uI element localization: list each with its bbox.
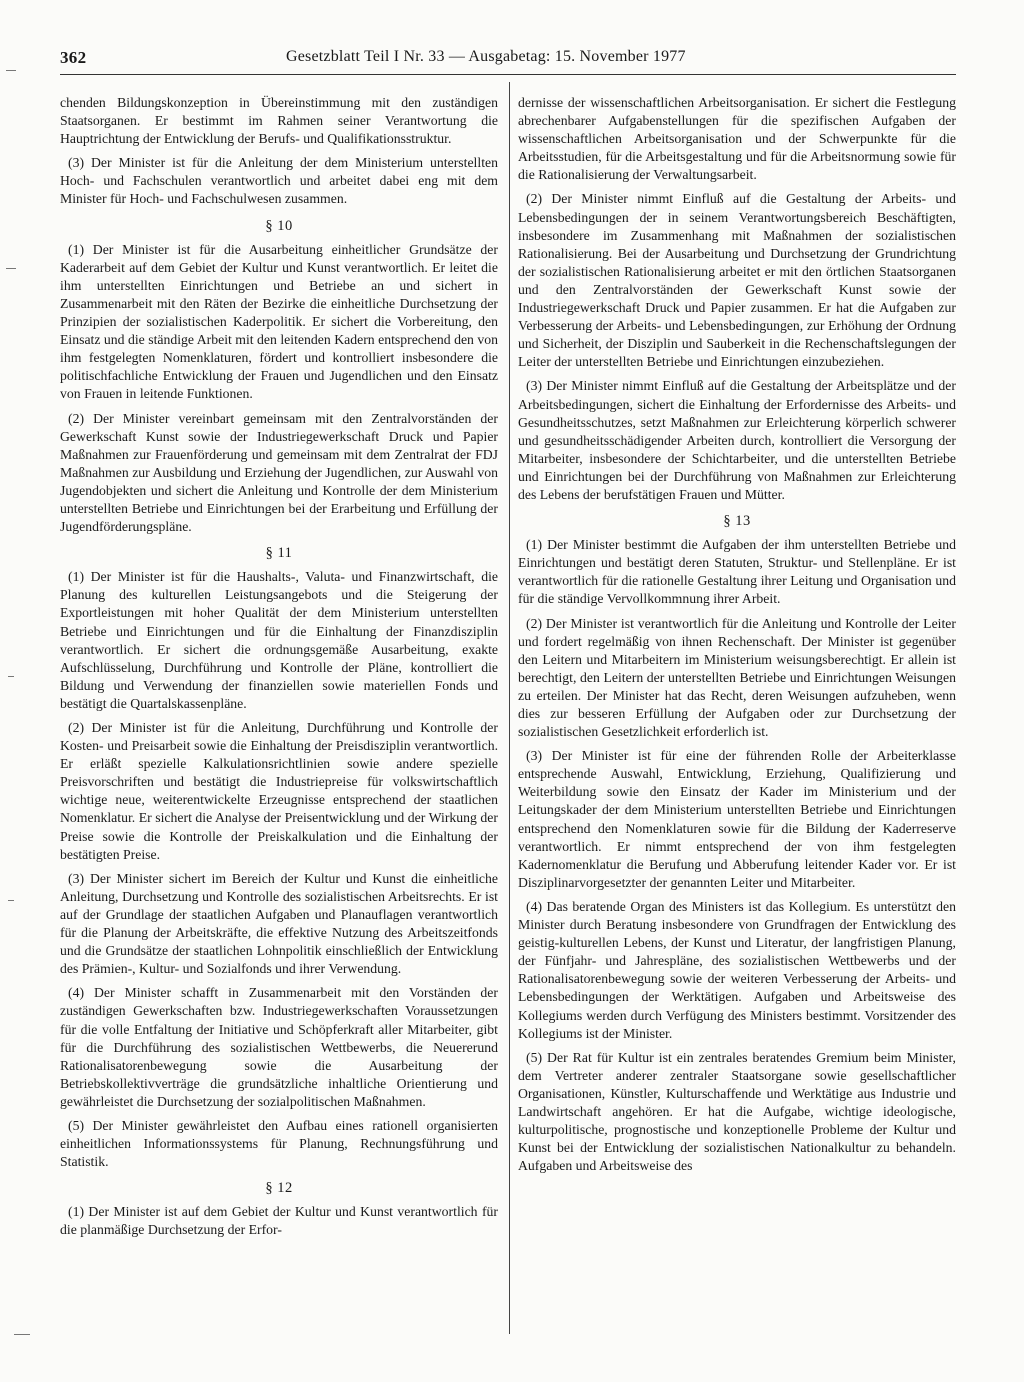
margin-mark [6, 70, 16, 71]
margin-mark [8, 676, 14, 677]
page-header [60, 48, 960, 72]
paragraph: (4) Der Minister schafft in Zusammenarbeit mit den Vorständen der zuständigen Gewerkschaften bzw. Industriegewerkschaften Voraussetzungen für die volle Entfaltung der Initiative und Schöpferkraft aller Mitarbeiter, gibt für die Durchführung des sozialistischen Wettbewerbs, die Neuererund Rationalisatorenbewegung sowie die Ausarbeitung der Betriebskollektivverträge die grundsätzliche inhaltliche Orientierung und gewährleistet die Durchsetzung der sozialpolitischen Maßnahmen. [60, 985, 498, 1109]
paragraph: (3) Der Minister nimmt Einfluß auf die Gestaltung der Arbeitsplätze und der Arbeitsbedingungen, sichert die Einhaltung der Erfordernisse des Arbeits- und Gesundheitsschutzes, setzt Maßnahmen zur Erleichterung körperlich schwerer und gesundheitsschädigender Arbeiten durch, kontrolliert die Versorgung der Mitarbeiter, insbesondere der Schichtarbeiter, und die unterstellten Betriebe und Einrichtungen bei der Durchführung von Maßnahmen zur Erleichterung des Lebens der berufstätigen Frauen und Mütter. [518, 378, 956, 502]
running-head: Gesetzblatt Teil I Nr. 33 — Ausgabetag: 15. November 1977 [286, 48, 686, 65]
header-rule [60, 74, 956, 75]
paragraph: (2) Der Minister nimmt Einfluß auf die Gestaltung der Arbeits- und Lebensbedingungen der in seinem Verantwortungsbereich Beschäftigten, insbesondere im Zusammenhang mit Maßnahmen der sozialistischen Rationalisierung. Bei der Ausarbeitung und Durchsetzung der Grundrichtung der sozialistischen Rationalisierung arbeitet er mit den örtlichen Staatsorganen und den Zentralvorständen der Gewerkschaft Kunst sowie der Industriegewerkschaft Druck und Papier zusammen. Er hat die Aufgaben zur Verbesserung der Arbeits- und Lebensbedingungen, zur Erhöhung der Ordnung und Sicherheit, der Disziplin und Sauberkeit in die Rechenschaftslegungen der Leiter der unterstellten Betriebe und Einrichtungen einzubeziehen. [518, 191, 956, 370]
paragraph: (3) Der Minister sichert im Bereich der Kultur und Kunst die einheitliche Anleitung, Durchsetzung und Kontrolle des sozialistischen Arbeitsrechts. Er ist auf der Grundlage der staatlichen Aufgaben und Planauflagen verantwortlich für die Planung der Arbeitskräfte, die effektive Nutzung des Arbeitszeitfonds und die Grundsätze der staatlichen Lohnpolitik einschließlich der Entwicklung des Prämien-, Kultur- und Sozialfonds und ihrer Verwendung. [60, 870, 498, 977]
section-heading: § 12 [265, 1180, 293, 1197]
paragraph: (3) Der Minister ist für eine der führenden Rolle der Arbeiterklasse entsprechende Auswahl, Entwicklung, Erziehung, Qualifizierung und Weiterbildung sowie den Einsatz der Kader im Ministerium und der Leitungskader der dem Ministerium unterstellten Betriebe und Einrichtungen entsprechend den Nomenklaturen sowie für die Bildung der Kaderreserve verantwortlich. Er nimmt entsprechend der von ihm festgelegten Kadernomenklatur die Berufung und Abberufung leitender Kader vor. Er ist Disziplinarvorgesetzter der genannten Leiter und Mitarbeiter. [518, 748, 956, 890]
paragraph: (3) Der Minister ist für die Anleitung der dem Ministerium unterstellten Hoch- und Fachschulen verantwortlich und arbeitet dabei eng mit dem Minister für Hoch- und Fachschulwesen zusammen. [60, 155, 498, 207]
margin-mark [6, 268, 16, 269]
section-heading: § 13 [723, 513, 751, 530]
paragraph: (5) Der Minister gewährleistet den Aufbau eines rationell organisierten einheitlichen Informationssystems für Planung, Rechnungsführung und Statistik. [60, 1117, 498, 1170]
left-column [60, 94, 498, 1246]
page-number: 362 [60, 48, 87, 67]
paragraph: (5) Der Rat für Kultur ist ein zentrales beratendes Gremium beim Minister, dem Vertreter anderer zentraler Staatsorgane sowie gesellschaftlicher Organisationen, Künstler, Kulturschaffende und Werktätige aus Industrie und Landwirtschaft angehören. Er hat die Aufgabe, wichtige ideologische, kulturpolitische, prognostische und konzeptionelle Probleme der Kultur und Kunst bei der Entwicklung der sozialistischen Nationalkultur zu behandeln. Aufgaben und Arbeitsweise des [518, 1049, 956, 1174]
right-column [518, 94, 956, 1181]
paragraph: (1) Der Minister ist auf dem Gebiet der Kultur und Kunst verantwortlich für die planmäßige Durchsetzung der Erfor- [60, 1204, 498, 1238]
paragraph: (2) Der Minister ist verantwortlich für die Anleitung und Kontrolle der Leiter und fordert regelmäßig von ihnen Rechenschaft. Der Minister ist gegenüber den Leitern und Mitarbeitern im Ministerium weisungsberechtigt. Er allein ist berechtigt, den Leitern der unterstellten Betriebe und Einrichtungen Weisungen zu erteilen. Der Minister hat das Recht, deren Weisungen aufzuheben, wenn dies zur besseren Erfüllung der Aufgaben oder zur Durchsetzung der sozialistischen Gesetzlichkeit erforderlich ist. [518, 615, 956, 740]
paragraph: (2) Der Minister vereinbart gemeinsam mit den Zentralvorständen der Gewerkschaft Kunst sowie der Industriegewerkschaft Druck und Papier Maßnahmen zur Frauenförderung und gemeinsam mit dem Zentralrat der FDJ Maßnahmen zur Ausbildung und Erziehung der Jugendlichen, zur Auswahl von Jugendobjekten und sichert die Anleitung und Kontrolle der dem Ministerium unterstellten Betriebe und Einrichtungen bei der Erarbeitung und Erfüllung der Jugendförderungspläne. [60, 410, 498, 535]
paragraph-continuation: chenden Bildungskonzeption in Übereinstimmung mit den zuständigen Staatsorganen. Er bestimmt im Rahmen seiner Verantwortung die Hauptrichtung der Entwicklung der Berufs- und Qualifikationsstruktur. [60, 95, 498, 147]
paragraph: (1) Der Minister ist für die Haushalts-, Valuta- und Finanzwirtschaft, die Planung des kulturellen Leistungsangebots und die Steigerung der Exportleistungen mit hoher Qualität der dem Ministerium unterstellten Betriebe und Einrichtungen und für die Einhaltung der Finanzdisziplin verantwortlich. Er sichert die ordnungsgemäße Ausarbeitung, exakte Aufschlüsselung, Durchführung und Kontrolle der Pläne, kontrolliert die Bildung und Verwendung der finanziellen sowie materiellen Fonds und bestätigt die Quartalskassenpläne. [60, 569, 498, 711]
section-heading: § 11 [265, 545, 293, 562]
paragraph: (2) Der Minister ist für die Anleitung, Durchführung und Kontrolle der Kosten- und Preisarbeit sowie die Einhaltung der Preisdisziplin verantwortlich. Er erläßt spezielle Kalkulationsrichtlinien sowie andere spezielle Preisvorschriften und bestätigt die Industriepreise für volkswirtschaftlich wichtige neue, weiterentwickelte Erzeugnisse entsprechend der staatlichen Nomenklatur. Er sichert die Analyse der Preisentwicklung und der Wirkung der Preise sowie die Kontrolle der Preiskalkulation und die Einhaltung der bestätigten Preise. [60, 720, 498, 862]
paragraph: (1) Der Minister ist für die Ausarbeitung einheitlicher Grundsätze der Kaderarbeit auf dem Gebiet der Kultur und Kunst verantwortlich. Er leitet die ihm unterstellten Einrichtungen und Betriebe an und sichert in Zusammenarbeit mit den Räten der Bezirke die einheitliche Durchsetzung der Prinzipien der sozialistischen Kaderpolitik. Er sichert die Vorbereitung, den Einsatz und die ständige Arbeit mit den leitenden Kadern entsprechend den von ihm festgelegten Nomenklaturen, fördert und kontrolliert insbesondere die politischfachliche Entwicklung der Frauen und Jugendlichen und den Einsatz von Frauen in leitende Funktionen. [60, 241, 498, 402]
paragraph: (1) Der Minister bestimmt die Aufgaben der ihm unterstellten Betriebe und Einrichtungen und bestätigt deren Statuten, Struktur- und Stellenpläne. Er ist verantwortlich für die rationelle Gestaltung ihrer Leitung und Organisation und für die ständige Vervollkommnung ihrer Arbeit. [518, 537, 956, 607]
paragraph: (4) Das beratende Organ des Ministers ist das Kollegium. Es unterstützt den Minister durch Beratung insbesondere von Grundfragen der Entwicklung des geistig-kulturellen Lebens, der Kunst und Literatur, der langfristigen Planung, der Fünfjahr- und Jahrespläne, des sozialistischen Wettbewerbs und der Rationalisatorenbewegung sowie der weiteren Verbesserung der Arbeits- und Lebensbedingungen der Werktätigen. Aufgaben und Arbeitsweise des Kollegiums werden durch Verfügung des Ministers bestimmt. Vorsitzender des Kollegiums ist der Minister. [518, 898, 956, 1041]
margin-mark [14, 1334, 30, 1335]
column-divider [509, 82, 510, 1334]
section-heading: § 10 [265, 217, 293, 234]
paragraph-continuation: dernisse der wissenschaftlichen Arbeitsorganisation. Er sichert die Festlegung abrechenbarer Aufgabenstellungen für die spezifischen Aufgaben der wissenschaftlichen Arbeitsorganisation und der Schwerpunkte für die Arbeitsstudien, für die Arbeitsgestaltung und für die Arbeitsnormung sowie für die Rationalisierung der Verwaltungsarbeit. [518, 95, 956, 183]
margin-mark [8, 900, 14, 901]
